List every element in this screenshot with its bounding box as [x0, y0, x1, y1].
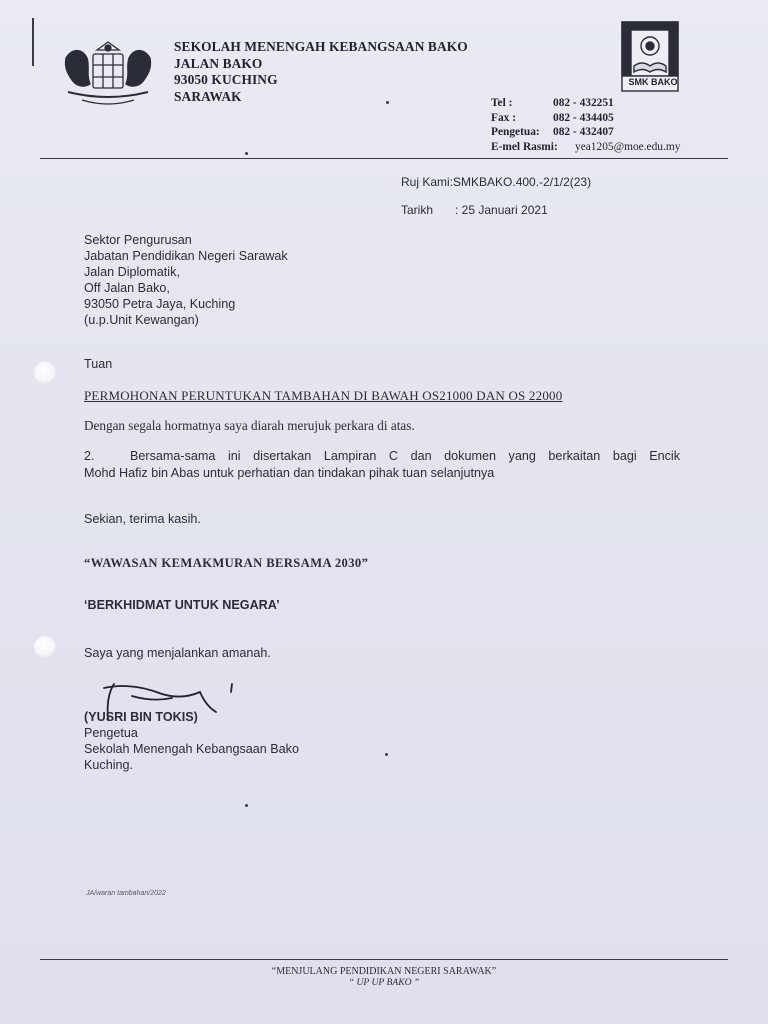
- footer-tagline: “ UP UP BAKO ”: [348, 977, 420, 988]
- email-address: yea1205@moe.edu.my: [575, 140, 681, 153]
- letter-subject: PERMOHONAN PERUNTUKAN TAMBAHAN DI BAWAH OS21000 DAN OS 22000: [84, 388, 563, 403]
- closing-line: Sekian, terima kasih.: [84, 512, 201, 526]
- signer-title: Pengetua: [84, 726, 138, 740]
- signer-city: Kuching.: [84, 758, 134, 772]
- letter-date: [401, 203, 548, 217]
- footer-divider: [40, 959, 728, 960]
- ink-speck: [245, 152, 248, 155]
- address-line: SARAWAK: [174, 88, 242, 104]
- signer-name: (YUSRI BIN TOKIS): [84, 710, 198, 724]
- letterhead-divider: [40, 158, 728, 159]
- recipient-line: 93050 Petra Jaya, Kuching: [84, 297, 236, 311]
- paragraph-number: 2.: [84, 449, 95, 463]
- contact-value: 082 - 432251: [553, 97, 614, 109]
- punch-hole-lower: [34, 636, 56, 658]
- contact-label: Fax :: [491, 111, 516, 124]
- margin-mark: [32, 18, 34, 66]
- ink-speck: [245, 804, 248, 807]
- contact-value: 082 - 434405: [553, 111, 614, 124]
- address-line: 93050 KUCHING: [174, 72, 278, 87]
- coat-of-arms-icon: [60, 40, 156, 116]
- contact-label: Tel :: [491, 97, 513, 109]
- reference-label: Ruj Kami: [401, 175, 450, 189]
- punch-hole-upper: [34, 362, 56, 384]
- recipient-line: Off Jalan Bako,: [84, 281, 170, 295]
- ink-speck: [386, 101, 389, 104]
- recipient-line: Jalan Diplomatik,: [84, 265, 180, 279]
- reference-number: [401, 175, 591, 189]
- recipient-line: Jabatan Pendidikan Negeri Sarawak: [84, 249, 288, 263]
- intro-paragraph: Dengan segala hormatnya saya diarah merujuk perkara di atas.: [84, 418, 415, 433]
- ink-speck: [385, 753, 388, 756]
- date-label: Tarikh: [401, 203, 434, 217]
- motto-berkhidmat: ‘BERKHIDMAT UNTUK NEGARA’: [84, 598, 280, 612]
- salutation: Tuan: [84, 357, 113, 371]
- paragraph-2: [84, 448, 680, 482]
- paragraph-line: Bersama-sama ini disertakan Lampiran C dan dokumen yang berkaitan bagi Encik: [130, 449, 680, 463]
- paragraph-line: Mohd Hafiz bin Abas untuk perhatian dan tindakan pihak tuan selanjutnya: [84, 466, 495, 480]
- date-value: : 25 Januari 2021: [455, 203, 548, 217]
- contact-label: Pengetua:: [491, 126, 540, 138]
- footer-slogan: “MENJULANG PENDIDIKAN NEGERI SARAWAK”: [271, 966, 497, 977]
- signer-organization: Sekolah Menengah Kebangsaan Bako: [84, 742, 299, 756]
- recipient-address: [84, 232, 288, 328]
- reference-value: :SMKBAKO.400.-2/1/2(23): [449, 175, 592, 189]
- recipient-line: (u.p.Unit Kewangan): [84, 313, 199, 327]
- school-badge-label: SMK BAKO: [628, 77, 678, 87]
- address-line: JALAN BAKO: [174, 55, 263, 71]
- sign-off-line: Saya yang menjalankan amanah.: [84, 646, 271, 660]
- signer-block: [84, 709, 299, 773]
- contact-value: 082 - 432407: [553, 126, 614, 138]
- file-code: JA/waran tambahan/2022: [86, 890, 166, 897]
- motto-wawasan: “WAWASAN KEMAKMURAN BERSAMA 2030”: [84, 556, 369, 570]
- recipient-line: Sektor Pengurusan: [84, 233, 192, 247]
- contact-label: E-mel Rasmi:: [491, 140, 558, 153]
- school-name: SEKOLAH MENENGAH KEBANGSAAN BAKO: [174, 39, 468, 54]
- school-address-block: [174, 39, 468, 105]
